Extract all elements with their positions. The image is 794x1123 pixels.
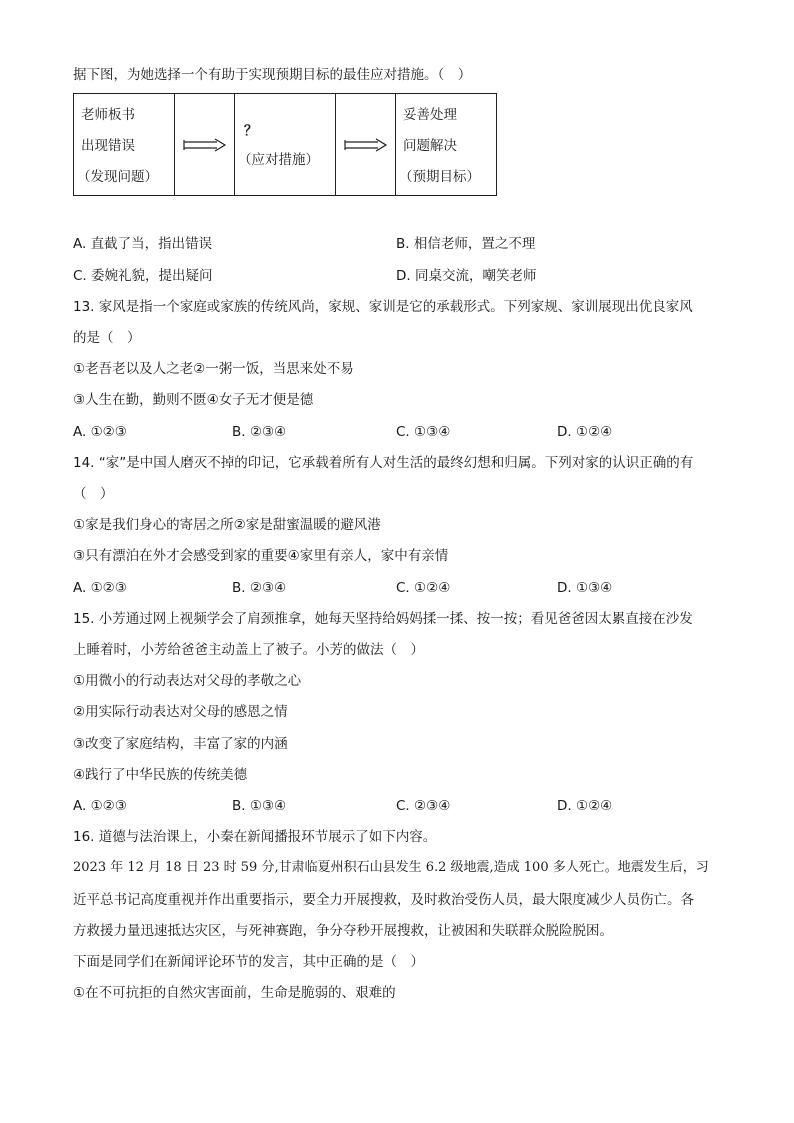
news-paragraph: 2023 年 12 月 18 日 23 时 59 分,甘肃临夏州积石山县发生 6.2 级地震,造成 100 多人死亡。地震发生后，习 <box>73 860 709 875</box>
question-13-stem: 13. 家风是指一个家庭或家族的传统风尚，家规、家训是它的承载形式。下列家规、家训展现出优良家风 <box>73 299 693 315</box>
question-15-stem-cont: 上睡着时，小芳给爸爸主动盖上了被子。小芳的做法（ ） <box>73 642 424 658</box>
option-b: B. ②③④ <box>232 424 287 440</box>
flow-box-measure <box>235 94 336 195</box>
question-16-item: ①在不可抗拒的自然灾害面前，生命是脆弱的、艰难的 <box>73 985 396 1001</box>
question-15-stem: 15. 小芳通过网上视频学会了肩颈推拿，她每天坚持给妈妈揉一揉、按一按；看见爸爸因太累直接在沙发 <box>73 611 693 627</box>
question-13-items: ③人生在勤，勤则不匮④女子无才便是德 <box>73 392 314 408</box>
question-15-item: ④践行了中华民族的传统美德 <box>73 767 248 783</box>
flow-box-line: （应对措施） <box>238 152 319 168</box>
flow-box-line: 妥善处理 <box>403 107 457 123</box>
option-a: A. 直截了当，指出错误 <box>73 236 213 252</box>
option-a: A. ①②③ <box>73 424 127 440</box>
option-d: D. ①②④ <box>557 424 613 440</box>
option-d: D. 同桌交流，嘲笑老师 <box>396 268 537 284</box>
option-d: D. ①③④ <box>557 580 613 596</box>
news-paragraph: 方救援力量迅速抵达灾区，与死神赛跑，争分夺秒开展搜救，让被困和失联群众脱险脱困。 <box>73 923 613 939</box>
option-b: B. ①③④ <box>232 798 287 814</box>
question-16-ask: 下面是同学们在新闻评论环节的发言，其中正确的是（ ） <box>73 954 424 970</box>
question-13-stem-cont: 的是（ ） <box>73 330 141 346</box>
flow-arrow-cell-1 <box>175 94 235 195</box>
question-16-stem: 16. 道德与法治课上，小秦在新闻播报环节展示了如下内容。 <box>73 829 437 845</box>
flow-box-line: 问题解决 <box>403 138 457 154</box>
flow-diagram <box>73 93 497 196</box>
question-15-item: ①用微小的行动表达对父母的孝敬之心 <box>73 673 302 689</box>
question-intro: 据下图，为她选择一个有助于实现预期目标的最佳应对措施。（ ） <box>73 67 472 83</box>
option-c: C. ②③④ <box>396 798 451 814</box>
option-d: D. ①②④ <box>557 798 613 814</box>
question-15-item: ②用实际行动表达对父母的感恩之情 <box>73 704 288 720</box>
option-a: A. ①②③ <box>73 798 127 814</box>
option-a: A. ①②③ <box>73 580 127 596</box>
flow-box-line: 出现错误 <box>81 138 135 154</box>
flow-box-line: （发现问题） <box>77 169 158 185</box>
flow-arrow-cell-2 <box>336 94 396 195</box>
option-b: B. 相信老师，置之不理 <box>396 236 536 252</box>
flow-box-line: ？ <box>244 123 258 139</box>
flow-box-line: 老师板书 <box>81 107 135 123</box>
flow-box-problem <box>74 94 175 195</box>
news-paragraph: 近平总书记高度重视并作出重要指示，要全力开展搜救，及时救治受伤人员，最大限度减少人员伤亡。各 <box>73 892 694 908</box>
option-c: C. 委婉礼貌，提出疑问 <box>73 268 213 284</box>
double-arrow-icon <box>183 138 227 152</box>
question-13-items: ①老吾老以及人之老②一粥一饭，当思来处不易 <box>73 361 354 377</box>
question-14-items: ①家是我们身心的寄居之所②家是甜蜜温暖的避风港 <box>73 517 381 533</box>
option-b: B. ②③④ <box>232 580 287 596</box>
flow-box-goal <box>396 94 496 195</box>
option-c: C. ①③④ <box>396 424 451 440</box>
option-c: C. ①②④ <box>396 580 451 596</box>
question-15-item: ③改变了家庭结构，丰富了家的内涵 <box>73 736 288 752</box>
flow-box-line: （预期目标） <box>399 169 480 185</box>
double-arrow-icon <box>344 138 388 152</box>
question-14-stem: 14. “家”是中国人磨灭不掉的印记，它承载着所有人对生活的最终幻想和归属。下列对家的认识正确的有 <box>73 455 694 471</box>
question-14-items: ③只有漂泊在外才会感受到家的重要④家里有亲人，家中有亲情 <box>73 548 449 564</box>
question-14-stem-cont: （ ） <box>73 486 114 502</box>
